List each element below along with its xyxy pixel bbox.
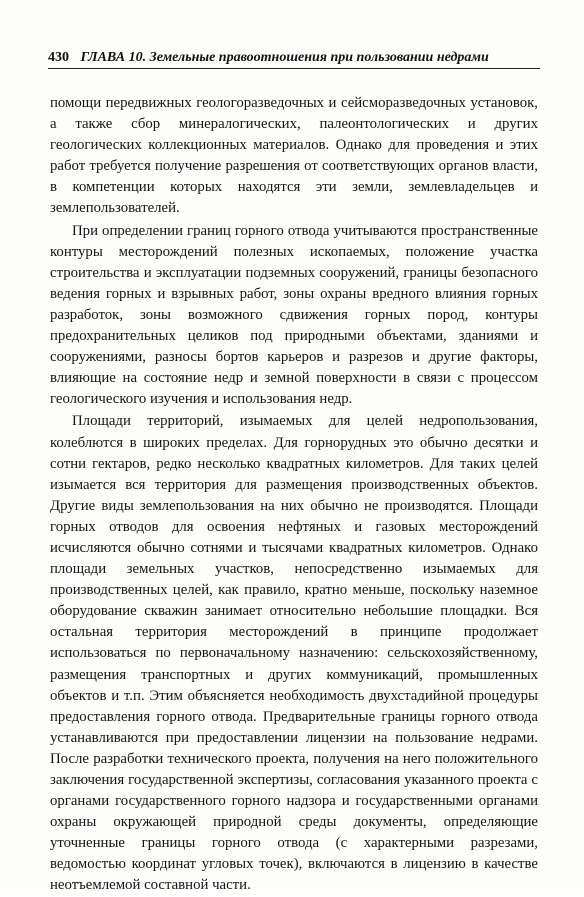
page-number: 430 [48, 50, 69, 65]
header-rule [48, 68, 540, 69]
body-text [50, 93, 538, 897]
paragraph: При определении границ горного отвода учитываются пространственные контуры месторождений полезных ископаемых, положение участка строительства и эксплуатации подземных сооружений, границы безопасного ведения горных и взрывных работ, зоны охраны вредного влияния горных разработок, зоны возможного сдвижения горных пород, контуры предохранительных целиков под природными объектами, зданиями и сооружениями, разносы бортов карьеров и разрезов и другие факторы, влияющие на состояние недр и земной поверхности в связи с процессом геологического изучения и использования недр. [50, 222, 538, 408]
running-head: ГЛАВА 10. Земельные правоотношения при пользовании недрами [80, 50, 489, 65]
paragraph-continuation: помощи передвижных геологоразведочных и сейсморазведочных установок, а также сбор минералогических, палеонтологических и других геологических коллекционных материалов. Однако для проведения и этих работ требуется получение разрешения от соответствующих органов власти, в компетенции которых находятся эти земли, землевладельцев и землепользователей. [50, 95, 538, 217]
page-header [48, 50, 538, 66]
paragraph: Площади территорий, изымаемых для целей недропользования, колеблются в широких пределах. Для горнорудных это обычно десятки и сотни гектаров, редко несколько квадратных километров. Для таких целей изымается вся территория для размещения производственных объектов. Другие виды землепользования на них обычно не производятся. Площади горных отводов для освоения нефтяных и газовых месторождений исчисляются обычно сотнями и тысячами квадратных километров. Однако площади земельных участков, непосредственно изымаемых для производственных целей, как правило, кратно меньше, поскольку наземное оборудование скважин занимает относительно небольшие площадки. Вся остальная территория месторождений в принципе продолжает использоваться по первоначальному назначению: сельскохозяйственному, размещения транспортных и других коммуникаций, промышленных объектов и т.п. Этим объясняется необходимость двухстадийной процедуры предоставления горного отвода. Предварительные границы горного отвода устанавливаются при предоставлении лицензии на пользование недрами. После разработки технического проекта, получения на него положительного заключения государственной экспертизы, согласования указанного проекта с органами государственного горного надзора и государственными органами охраны окружающей природной среды документы, определяющие уточненные границы горного отвода (с характерными разрезами, ведомостью координат угловых точек), включаются в лицензию в качестве неотъемлемой составной части. [50, 413, 538, 894]
